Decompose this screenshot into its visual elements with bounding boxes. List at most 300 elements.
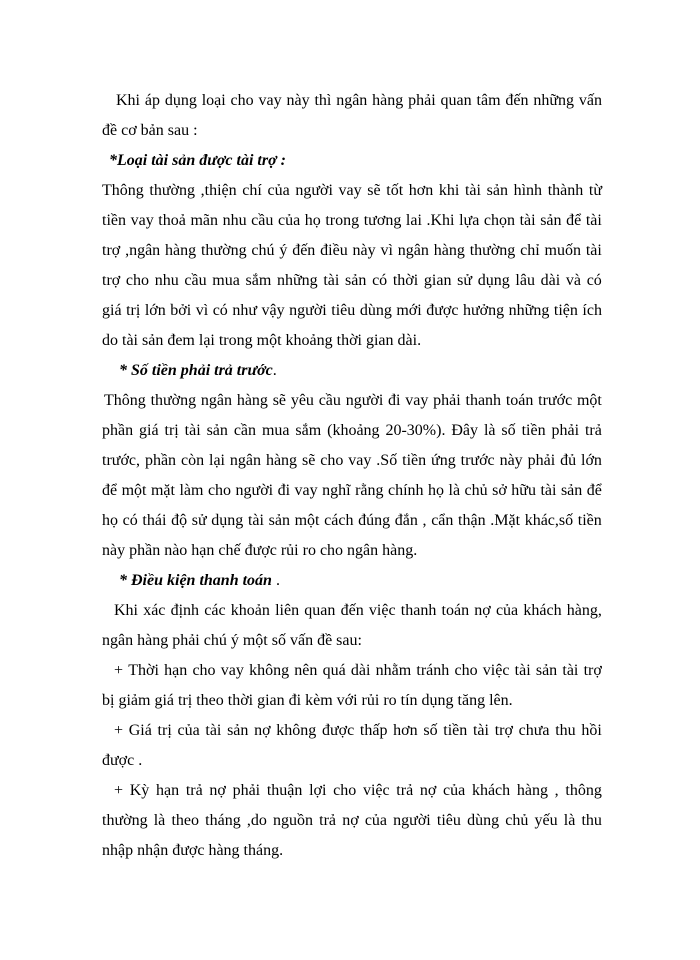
word: hàng, — [566, 602, 602, 619]
section1-line-6: do tài sản đem lại trong một khoảng thời gian dài. — [102, 332, 422, 349]
word: hàng — [516, 782, 548, 799]
word: sản — [486, 182, 508, 199]
word: này — [286, 92, 310, 109]
word: thận — [458, 512, 486, 529]
word: là — [153, 812, 166, 829]
word: theo — [171, 812, 199, 829]
word: có — [122, 512, 138, 529]
word: trong — [325, 212, 360, 229]
word: + — [114, 782, 124, 799]
word: không — [249, 662, 290, 679]
word: tài — [323, 272, 340, 289]
word: giá — [139, 422, 159, 439]
word: sản — [535, 662, 558, 679]
section2-line-6: này phần nào hạn chế được rủi ro cho ngân hàng. — [102, 542, 418, 559]
word: dụng — [477, 272, 510, 289]
word: thu — [581, 812, 602, 829]
word: vì — [380, 242, 393, 259]
word: để — [586, 482, 602, 499]
word: bởi — [170, 302, 192, 319]
word: + — [114, 722, 124, 739]
section1-line-2 — [102, 206, 602, 236]
word: như — [232, 302, 257, 319]
word: trị — [126, 302, 141, 319]
word: ứng — [431, 452, 456, 469]
word: sản — [345, 272, 367, 289]
word: việc — [482, 662, 510, 679]
word: liên — [275, 602, 300, 619]
word: tiêu — [331, 302, 356, 319]
word: tiền — [521, 422, 546, 439]
word: tài — [464, 182, 481, 199]
word: chưa — [518, 722, 550, 739]
word: thường — [469, 242, 516, 259]
word: sản — [560, 482, 583, 499]
word: nợ — [254, 722, 271, 739]
word: tiền — [402, 452, 427, 469]
word: đến — [292, 242, 316, 259]
word: vay — [130, 212, 154, 229]
word: lai — [405, 212, 422, 229]
word: trợ — [494, 722, 513, 739]
word: mới — [396, 302, 422, 319]
word: vay — [338, 182, 362, 199]
section-heading-down-payment — [102, 356, 602, 386]
word: nghĩ — [322, 482, 351, 499]
word: trả — [396, 782, 414, 799]
word: dụng — [211, 512, 244, 529]
word: phần — [102, 422, 134, 439]
word: .Khi — [426, 212, 455, 229]
section3-line-2: ngân hàng phải chú ý một số vấn đề sau: — [102, 632, 362, 649]
word: .Số — [376, 452, 398, 469]
word: trước — [538, 392, 573, 409]
word: dài — [350, 662, 371, 679]
word: nhu — [154, 272, 179, 289]
word: tiêu — [436, 812, 461, 829]
word: nên — [294, 662, 318, 679]
section3-bullet-2-line-2: được . — [102, 752, 143, 769]
word: thông — [565, 782, 602, 799]
section-heading-text: * Điều kiện thanh toán — [119, 572, 272, 589]
word: nguồn — [273, 812, 313, 829]
word: nợ — [342, 812, 359, 829]
word: hàng — [433, 242, 465, 259]
word: vay — [220, 662, 244, 679]
word: cho — [192, 662, 216, 679]
word: sở — [492, 482, 507, 499]
word: họ — [428, 482, 445, 499]
section-heading-text: *Loại tài sản được tài trợ : — [109, 152, 286, 169]
word: tâm — [476, 92, 501, 109]
word: giá — [102, 302, 122, 319]
word: hàng — [236, 392, 268, 409]
section2-line-5 — [102, 506, 602, 536]
word: thường — [200, 242, 247, 259]
word: là — [448, 482, 461, 499]
word: thường — [149, 182, 195, 199]
word: có — [212, 302, 228, 319]
word: ,do — [246, 812, 267, 829]
word: hạn — [156, 782, 180, 799]
word: không — [276, 722, 317, 739]
word: vay — [348, 452, 372, 469]
word: tiền — [443, 722, 468, 739]
word: cầu — [318, 392, 341, 409]
section1-line-3 — [102, 236, 602, 266]
word: mua — [261, 422, 290, 439]
word: cần — [233, 422, 257, 439]
word: loại — [201, 92, 226, 109]
word: số — [501, 422, 516, 439]
word: nhu — [222, 212, 247, 229]
word: được — [426, 302, 459, 319]
word: mặt — [150, 482, 175, 499]
word: hơn — [408, 182, 434, 199]
word: thường — [150, 392, 197, 409]
section3-bullet-3-line-3: nhập nhận được hàng tháng. — [102, 842, 284, 859]
word: trợ — [102, 272, 121, 289]
word: dài — [540, 272, 561, 289]
word: toán — [505, 392, 534, 409]
word: sắm — [245, 272, 272, 289]
word: sản — [540, 212, 562, 229]
word: các — [204, 602, 226, 619]
word: yêu — [290, 392, 314, 409]
word: đến — [340, 602, 364, 619]
word: gian — [423, 272, 452, 289]
word: sản — [206, 422, 228, 439]
word: việc — [362, 782, 390, 799]
word: tiền — [102, 212, 126, 229]
word: tài — [585, 242, 602, 259]
word: toán — [441, 602, 470, 619]
word: có — [372, 272, 388, 289]
word: quá — [322, 662, 346, 679]
word: chí — [242, 182, 262, 199]
word: vậy — [261, 302, 285, 319]
word: cho — [230, 92, 254, 109]
word: những — [533, 92, 575, 109]
word: chỉ — [520, 242, 540, 259]
word: lớn — [581, 452, 602, 469]
word: người — [295, 182, 333, 199]
section3-bullet-3-line-2 — [102, 806, 602, 836]
section1-line-4 — [102, 266, 602, 296]
word: áp — [144, 92, 160, 109]
word: trước, — [102, 452, 141, 469]
word: lại — [209, 452, 225, 469]
word: họ — [102, 512, 118, 529]
word: Kỳ — [129, 782, 150, 799]
word: điều — [320, 242, 348, 259]
word: (khoảng — [327, 422, 380, 439]
word: chính — [387, 482, 424, 499]
word: lựa — [459, 212, 480, 229]
word: vấn — [578, 92, 602, 109]
section3-bullet-1-line-1 — [102, 656, 602, 686]
word: phải — [527, 452, 556, 469]
word: muốn — [544, 242, 581, 259]
word: ngân — [336, 92, 368, 109]
word: tương — [363, 212, 402, 229]
word: vay — [405, 392, 429, 409]
word: hình — [513, 182, 543, 199]
word: đi — [277, 482, 291, 499]
word: nợ — [419, 782, 437, 799]
word: khi — [438, 182, 460, 199]
word: sử — [457, 272, 473, 289]
word: quan — [440, 92, 472, 109]
word: thoả — [158, 212, 186, 229]
word: nợ — [209, 782, 226, 799]
word: thấp — [359, 722, 388, 739]
word: sẽ — [301, 452, 316, 469]
word: họ — [304, 212, 321, 229]
word: lâu — [515, 272, 535, 289]
word: những — [277, 272, 318, 289]
word: ngân — [200, 392, 233, 409]
word: là — [563, 812, 576, 829]
word: tháng — [205, 812, 241, 829]
word: có — [586, 272, 602, 289]
word: của — [177, 722, 200, 739]
word: sản — [268, 512, 290, 529]
word: sẽ — [272, 392, 287, 409]
word: khác,số — [524, 512, 574, 529]
word: vì — [195, 302, 209, 319]
word: một — [294, 512, 320, 529]
word: này — [499, 452, 523, 469]
word: Thời — [128, 662, 159, 679]
word: trị — [164, 422, 179, 439]
word: trả — [185, 782, 203, 799]
word: thường — [102, 812, 148, 829]
word: hàng — [165, 242, 197, 259]
word: trợ — [102, 242, 121, 259]
word: mua — [212, 272, 240, 289]
word: người — [235, 482, 274, 499]
word: để — [102, 482, 118, 499]
word: cho — [333, 782, 357, 799]
word: tài — [514, 662, 531, 679]
word: còn — [180, 452, 205, 469]
word: phần — [144, 452, 177, 469]
word: trả — [319, 812, 337, 829]
word: người — [393, 812, 431, 829]
word: Đây — [451, 422, 479, 439]
word: nợ — [474, 602, 491, 619]
word: của — [495, 602, 519, 619]
word: Khi — [114, 602, 138, 619]
word: 20-30%). — [385, 422, 446, 439]
word: cho — [454, 662, 478, 679]
word: chủ — [505, 812, 529, 829]
word: thành — [547, 182, 584, 199]
word: dùng — [467, 812, 500, 829]
word: khoản — [230, 602, 270, 619]
word: ngân — [229, 452, 262, 469]
word: tài — [585, 212, 602, 229]
word: yếu — [534, 812, 558, 829]
word: phải — [433, 392, 461, 409]
document-body — [102, 86, 602, 866]
word: là — [483, 422, 496, 439]
word: mãn — [190, 212, 218, 229]
section2-line-4 — [102, 476, 602, 506]
word: thanh — [400, 602, 437, 619]
word: trợ — [583, 662, 602, 679]
word: + — [114, 662, 124, 679]
word: rằng — [355, 482, 384, 499]
word: .Mặt — [490, 512, 521, 529]
word: hữu — [511, 482, 536, 499]
word: cho — [320, 452, 344, 469]
word: cho — [125, 272, 150, 289]
word: độ — [171, 512, 188, 529]
word: đắn — [394, 512, 418, 529]
word: Giá — [128, 722, 152, 739]
word: phải — [232, 782, 261, 799]
word: và — [565, 272, 581, 289]
word: một — [576, 392, 602, 409]
word: thanh — [465, 392, 502, 409]
word: tài — [205, 722, 222, 739]
word: hơn — [393, 722, 418, 739]
word: trước — [460, 452, 495, 469]
word: tiện — [553, 302, 578, 319]
section-heading-payment-terms — [102, 566, 602, 596]
word: của — [277, 212, 301, 229]
word: tài — [184, 422, 201, 439]
word: chọn — [483, 212, 516, 229]
word: Thông — [104, 392, 146, 409]
word: lớn — [144, 302, 166, 319]
word: đến — [505, 92, 529, 109]
word: sử — [191, 512, 207, 529]
word: xác — [143, 602, 166, 619]
section-heading-financed-assets — [102, 146, 602, 176]
word: trả — [584, 422, 602, 439]
word: từ — [588, 182, 602, 199]
word: cầu — [184, 272, 207, 289]
word: cầu — [251, 212, 274, 229]
word: được — [321, 722, 355, 739]
intro-paragraph-line-2: đề cơ bản sau : — [102, 122, 198, 139]
word: chú — [251, 242, 275, 259]
word: người — [289, 302, 327, 319]
word: tài — [247, 512, 264, 529]
section2-line-3 — [102, 446, 602, 476]
word: sắm — [295, 422, 322, 439]
word: ,ngân — [125, 242, 161, 259]
word: hàng — [265, 452, 298, 469]
word: thu — [555, 722, 576, 739]
word: ,thiện — [200, 182, 237, 199]
word: vay — [258, 92, 282, 109]
word: khách — [471, 782, 511, 799]
word: hạn — [164, 662, 188, 679]
word: định — [170, 602, 200, 619]
word: hồi — [581, 722, 602, 739]
word: , — [422, 512, 427, 529]
section-heading-text: * Số tiền phải trả trước — [119, 362, 273, 379]
section2-line-2 — [102, 416, 602, 446]
word: này — [352, 242, 376, 259]
word: thuận — [266, 782, 303, 799]
word: của — [267, 182, 290, 199]
word: lợi — [309, 782, 327, 799]
word: đi — [388, 392, 401, 409]
word: vay — [294, 482, 318, 499]
word: Thông — [102, 182, 144, 199]
word: Khi — [116, 92, 140, 109]
word: một — [121, 482, 147, 499]
word: tài — [562, 662, 579, 679]
word: nhằm — [375, 662, 412, 679]
word: đủ — [560, 452, 577, 469]
section3-bullet-1-line-2: bị giảm giá trị theo thời gian đi kèm với rủi ro tín dụng tăng lên. — [102, 692, 513, 709]
word: ý — [279, 242, 288, 259]
word: thái — [142, 512, 167, 529]
word: để — [566, 212, 582, 229]
word: phải — [551, 422, 580, 439]
word: đúng — [358, 512, 391, 529]
section1-line-5 — [102, 296, 602, 326]
section1-line-1 — [102, 176, 602, 206]
word: ích — [582, 302, 602, 319]
word: tài — [472, 722, 489, 739]
word: tài — [540, 482, 557, 499]
word: thì — [314, 92, 332, 109]
section3-bullet-2-line-1 — [102, 716, 602, 746]
word: trị — [157, 722, 172, 739]
word: chủ — [464, 482, 488, 499]
word: hưởng — [463, 302, 505, 319]
word: những — [508, 302, 550, 319]
word: sẽ — [367, 182, 381, 199]
word: dùng — [359, 302, 392, 319]
word: việc — [368, 602, 396, 619]
word: của — [443, 782, 466, 799]
word: quan — [304, 602, 336, 619]
word: sản — [227, 722, 249, 739]
section3-line-1 — [102, 596, 602, 626]
word: tránh — [416, 662, 450, 679]
word: cẩn — [431, 512, 454, 529]
word: cách — [324, 512, 354, 529]
word: phải — [408, 92, 436, 109]
intro-paragraph-line-1 — [102, 86, 602, 116]
word: khách — [523, 602, 562, 619]
word: số — [423, 722, 438, 739]
word: tốt — [386, 182, 404, 199]
word: ngân — [397, 242, 429, 259]
word: tài — [519, 212, 536, 229]
word: của — [364, 812, 388, 829]
word: cho — [207, 482, 232, 499]
word: , — [554, 782, 559, 799]
word: làm — [179, 482, 204, 499]
word: thời — [392, 272, 419, 289]
word: người — [345, 392, 384, 409]
word: dụng — [164, 92, 197, 109]
section-heading-suffix: . — [271, 572, 280, 589]
section2-line-1 — [102, 386, 602, 416]
word: hàng — [372, 92, 404, 109]
section-heading-suffix: . — [272, 362, 277, 379]
word: tiền — [577, 512, 602, 529]
